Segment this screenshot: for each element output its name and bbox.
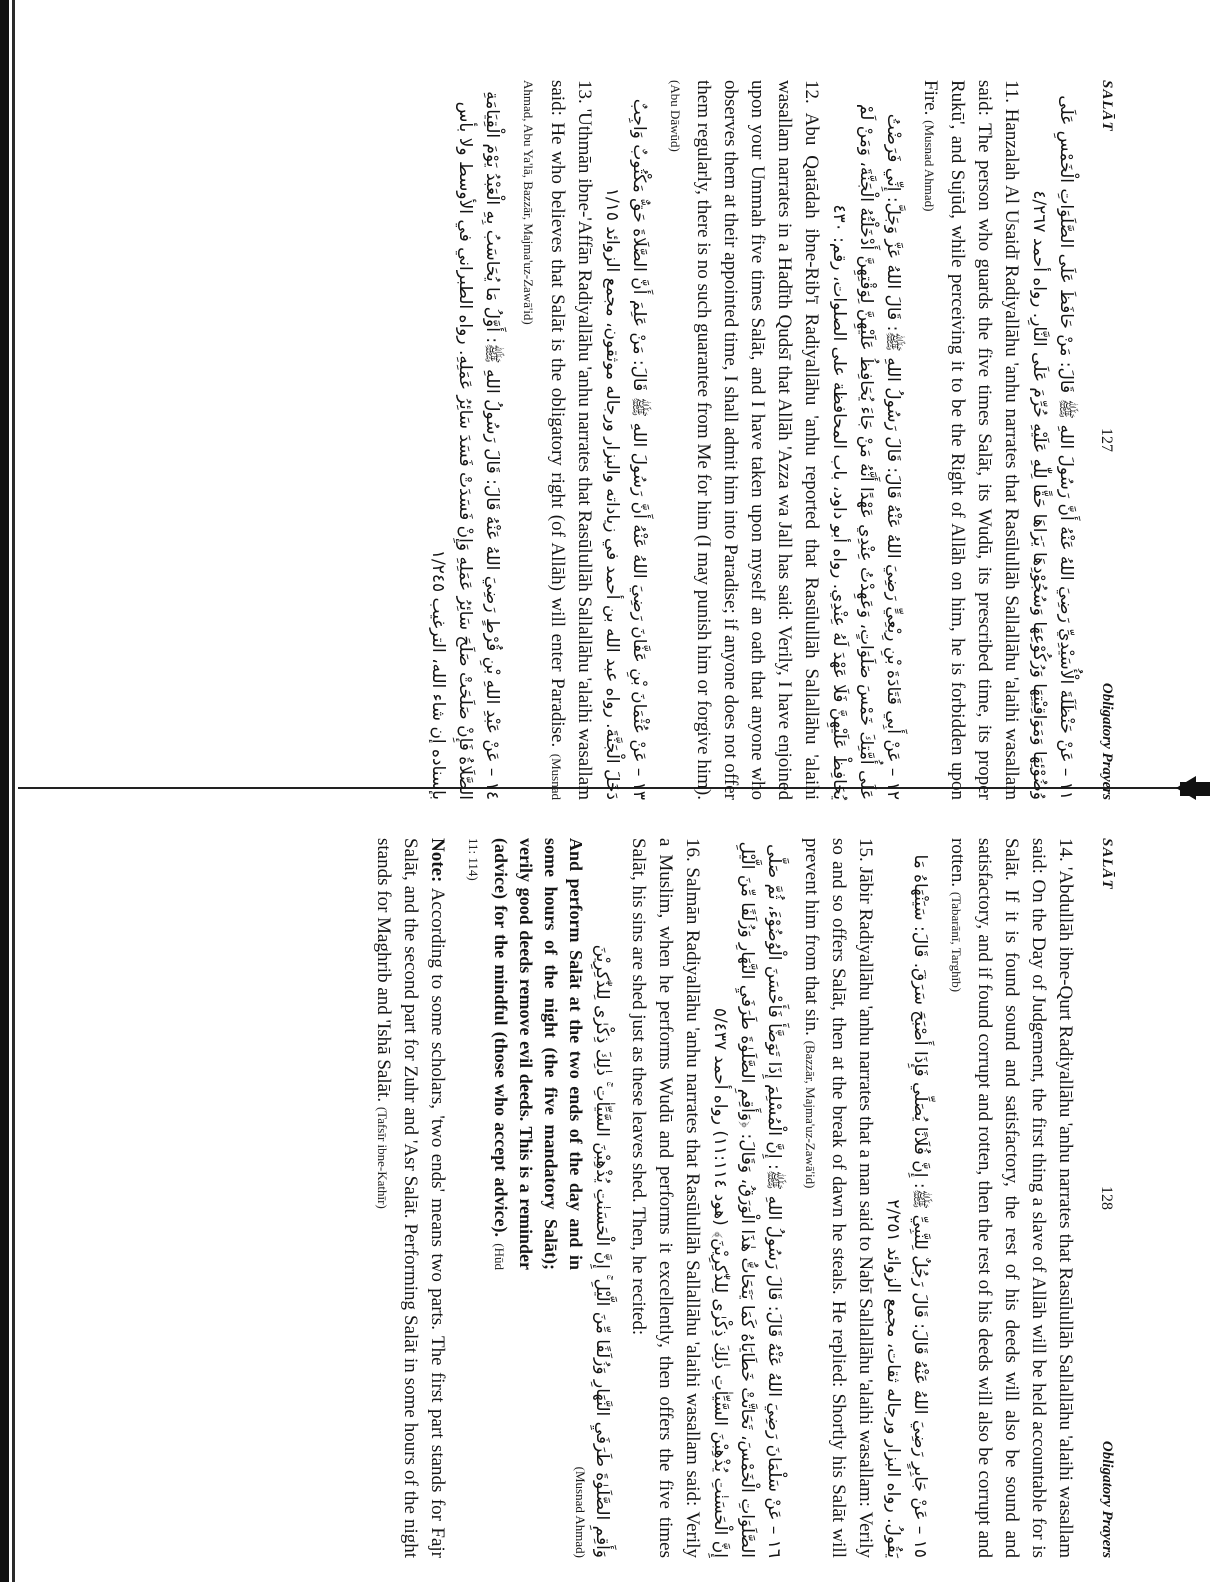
note-reference: (Tafsīr ibne-Kathīr) <box>375 1106 390 1209</box>
translation-text: 14. 'Abdullāh ibne-Qurt Radiyallāhu 'anhu narrates that Rasūlullāh Sallallāhu 'alaihi wasallam said: On the Day of Judgement, the first thing a slave of Allāh will be held accountable for is Salāt. If it is found sound and satisfactory, the rest of his deeds will also be sound and satisfactory, and if found corrupt and rotten, then the rest of his deeds will also be corrupt and rotten. <box>947 838 1076 1558</box>
source-reference: (Musnad Ahmad) <box>922 120 937 212</box>
translation <box>515 80 598 800</box>
running-title: SALĀT <box>1099 838 1115 890</box>
section-title: Obligatory Prayers <box>1099 682 1115 800</box>
translation-text: 16. Salmān Radiyallāhu 'anhu narrates that Rasūlullāh Sallallāhu 'alaihi wasallam said: Verily a Muslim, when he performs Wudū and performs it excellently, then offers the five times Salāt, his sins are shed just as these leaves shed. Then, he recited: <box>628 838 703 1558</box>
binding-edge-line <box>12 0 15 1582</box>
translation-text: 15. Jābir Radiyallāhu 'anhu narrates that a man said to Nabī Sallallāhu 'alaihi wasallam: Verily so and so offers Salāt, then at the break of dawn he steals. He replied: Shortly his Salāt will prevent him from that sin. <box>801 838 876 1558</box>
hadith-14-arabic <box>424 80 505 800</box>
translation <box>916 80 1025 800</box>
hadith-12 <box>662 80 906 800</box>
page-128 <box>75 838 1115 1558</box>
translation <box>797 838 879 1558</box>
page-number: 128 <box>1098 1186 1115 1210</box>
source-reference: (Bazzār, Majma'uz-Zawā'id) <box>803 1040 818 1189</box>
translation-text: 13. 'Uthmān ibne-'Affān Radiyallāhu 'anhu narrates that Rasūlullāh Sallallāhu 'alaihi wasallam said: He who believes that Salāt is the obligatory right (of Allāh) will enter Paradise. <box>547 80 595 800</box>
translation-text: 12. Abu Qatādah ibne-Rib'ī Radiyallāhu 'anhu reported that Rasūlullāh Sallallāhu 'alaihi wasallam narrates in a Hadīth Qudsī that Allāh 'Azza wa Jall has said: Verily, I have enjoined upon your Ummah five times Salāt, and I have taken upon myself an oath that anyone who observes them at their appointed time, I shall admit him into Paradise; if anyone does not offer them regularly, there is no such guarantee from Me for him (I may punish him or forgive him). <box>693 80 822 800</box>
verse-source-reference: (Musnad Ahmad) <box>573 1466 588 1558</box>
translation <box>625 838 706 1558</box>
note-text: According to some scholars, 'two ends' means two parts. The first part stands for Fajr Salāt, and the second part for Zuhr and 'Asr Salāt. Performing Salāt in some hours of the night stands for Maghrib and 'Ishā Salāt. <box>373 838 448 1559</box>
verse-arabic: وَأَقِمِ الصَّلَوٰةَ طَرَفَيِ النَّهَارِ وَزُلَفًا مِّنَ الَّيْلِ ۚ إِنَّ الْحَسَنٰتِ يُذْهِبْنَ السَّيِّاٰتِ ۚ ذٰلِكَ ذِكْرٰى لِلذّٰكِرِيْنَ <box>592 944 612 1558</box>
verse-translation-row <box>461 838 588 1558</box>
note <box>369 838 451 1558</box>
binding-edge <box>0 0 9 1582</box>
arabic-text: ١٣ – عَنْ عُثْمَانَ بْنِ عَفَّانَ رَضِيَ اللهُ عَنْهُ أَنَّ رَسُولَ اللهِ ﷺ قَالَ: مَنْ عَلِمَ أَنَّ الصَّلَاةَ حَقٌّ مَكْتُوبٌ وَاجِبٌ دَخَلَ الْجَنَّةَ. رواه عبد الله بن أحمد في زياداته والبزار ورجاله موثقون، مجمع الزوائد ١/١٥ <box>602 98 649 800</box>
note-label: Note: <box>427 838 448 883</box>
running-title: SALĀT <box>1099 80 1115 132</box>
source-reference: (Tabarānī, Targhīb) <box>949 891 964 993</box>
translation <box>662 80 825 800</box>
fold-shadow <box>1180 782 1210 796</box>
translation-text: 11. Hanzalah Al Usaidī Radiyallāhu 'anhu narrates that Rasūlullāh Sallallāhu 'alaihi wasallam said: The person who guards the five times Salāt, its Wudū, its prescribed time, its proper Rukū', and Sujūd, while perceiving it to be the Right of Allāh on him, he is forbidden upon Fire. <box>920 80 1022 800</box>
note-paragraph <box>369 838 451 1558</box>
page-header <box>1089 80 1115 800</box>
hadith-15 <box>797 838 933 1558</box>
arabic-text: ١٤ – عَنْ عَبْدِ اللهِ بْنِ قُرْطٍ رَضِيَ اللهُ عَنْهُ قَالَ: قَالَ رَسُولُ اللهِ ﷺ: أَوَّلُ مَا يُحَاسَبُ بِهِ الْعَبْدُ يَوْمَ الْقِيَامَةِ الصَّلَاةُ فَإِنْ صَلَحَتْ صَلَحَ سَائِرُ عَمَلِهِ وَإِنْ فَسَدَتْ فَسَدَ سَائِرُ عَمَلِهِ. رواه الطبراني في الأوسط ولا بأس بإسناده إن شاء الله، الترغيب ١/٢٤٥ <box>428 91 502 800</box>
hadith-13 <box>515 80 652 800</box>
page-127 <box>75 80 1115 800</box>
section-title: Obligatory Prayers <box>1099 1440 1115 1558</box>
arabic-text: ١٦ – عَنْ سَلْمَانَ رَضِيَ اللهُ عَنْهُ قَالَ: قَالَ رَسُولُ اللهِ ﷺ: إِنَّ الْمُسْلِمَ إِذَا تَوَضَّأَ فَأَحْسَنَ الْوُضُوْءَ، ثُمَّ صَلَّى الصَّلَوَاتِ الْخَمْسَ، تَحَاتَّتْ خَطَايَاهُ كَمَا يَتَحَاتُّ هٰذَا الْوَرَقُ، وَقَالَ: ﴿وَأَقِمِ الصَّلَوٰةَ طَرَفَيِ النَّهَارِ وَزُلَفًا مِّنَ الَّيْلِ إِنَّ الْحَسَنٰتِ يُذْهِبْنَ السَّيِّاٰتِ ذٰلِكَ ذِكْرٰى لِلذّٰكِرِيْنَ﴾ (هود ١١:١١٤) رواه أحمد ٥/٤٣٧ <box>710 841 784 1558</box>
page-header <box>1089 838 1115 1558</box>
page-number: 127 <box>1098 428 1115 452</box>
verse-translation <box>461 838 588 1270</box>
verse-reference: (Hūd 11: 114) <box>466 838 507 1270</box>
verse-translation-text: And perform Salāt at the two ends of the day and in some hours of the night (the five mandatory Salāt); verily good deeds remove evil deeds. This is a reminder (advice) for the mindful (those who accept advice). <box>491 838 586 1270</box>
translation <box>943 838 1079 1558</box>
hadith-14 <box>943 838 1079 1558</box>
arabic-text: ١٢ – عَنْ أَبِي قَتَادَةَ بْنِ رِبْعِيٍّ رَضِيَ اللهُ عَنْهُ قَالَ: قَالَ رَسُولُ اللهِ ﷺ: قَالَ اللهُ عَزَّ وَجَلَّ: إِنِّي فَرَضْتُ عَلَى أُمَّتِكَ خَمْسَ صَلَوَاتٍ، وَعَهِدْتُ عِنْدِي عَهْدًا أَنَّهُ مَنْ جَاءَ يُحَافِظُ عَلَيْهِنَّ لِوَقْتِهِنَّ أَدْخَلْتُهُ الْجَنَّةَ، وَمَنْ لَمْ يُحَافِظْ عَلَيْهِنَّ فَلَا عَهْدَ لَهُ عِنْدِي. رواه أبو داود، باب المحافظة على الصلوات، رقم: ٤٣٠ <box>829 103 903 800</box>
source-reference: (Musnad Ahmad, Abu Ya'lā, Bazzār, Majma'uz-Zawā'id) <box>521 80 564 800</box>
quran-verse <box>461 838 615 1558</box>
hadith-11 <box>916 80 1079 800</box>
source-reference: (Abu Dāwūd) <box>668 80 683 152</box>
hadith-16 <box>625 838 787 1558</box>
arabic-text: ١١ – عَنْ حَنْظَلَةَ الْأُسَيْدِيِّ رَضِيَ اللهُ عَنْهُ أَنَّ رَسُولَ اللهِ ﷺ قَالَ: مَنْ حَافَظَ عَلَى الصَّلَوَاتِ الْخَمْسِ عَلَى وُضُوْئِهَا وَمَوَاقِيْتِهَا وَرُكُوْعِهَا وَسُجُوْدِهَا يَرَاهَا حَقًّا لِلّٰهِ عَلَيْهِ حُرِّمَ عَلَى النَّارِ. رواه أحمد ٤/٢٦٧ <box>1029 95 1076 800</box>
arabic-text: ١٥ – عَنْ جَابِرٍ رَضِيَ اللهُ عَنْهُ قَالَ: قَالَ رَجُلٌ لِلنَّبِيِّ ﷺ: إِنَّ فُلَانًا يُصَلِّي فَإِذَا أَصْبَحَ سَرَقَ. قَالَ: سَيَنْهَاهُ مَا يَقُولُ. رواه البزار ورجاله ثقات، مجمع الزوائد ٢/٢٥١ <box>883 854 930 1558</box>
